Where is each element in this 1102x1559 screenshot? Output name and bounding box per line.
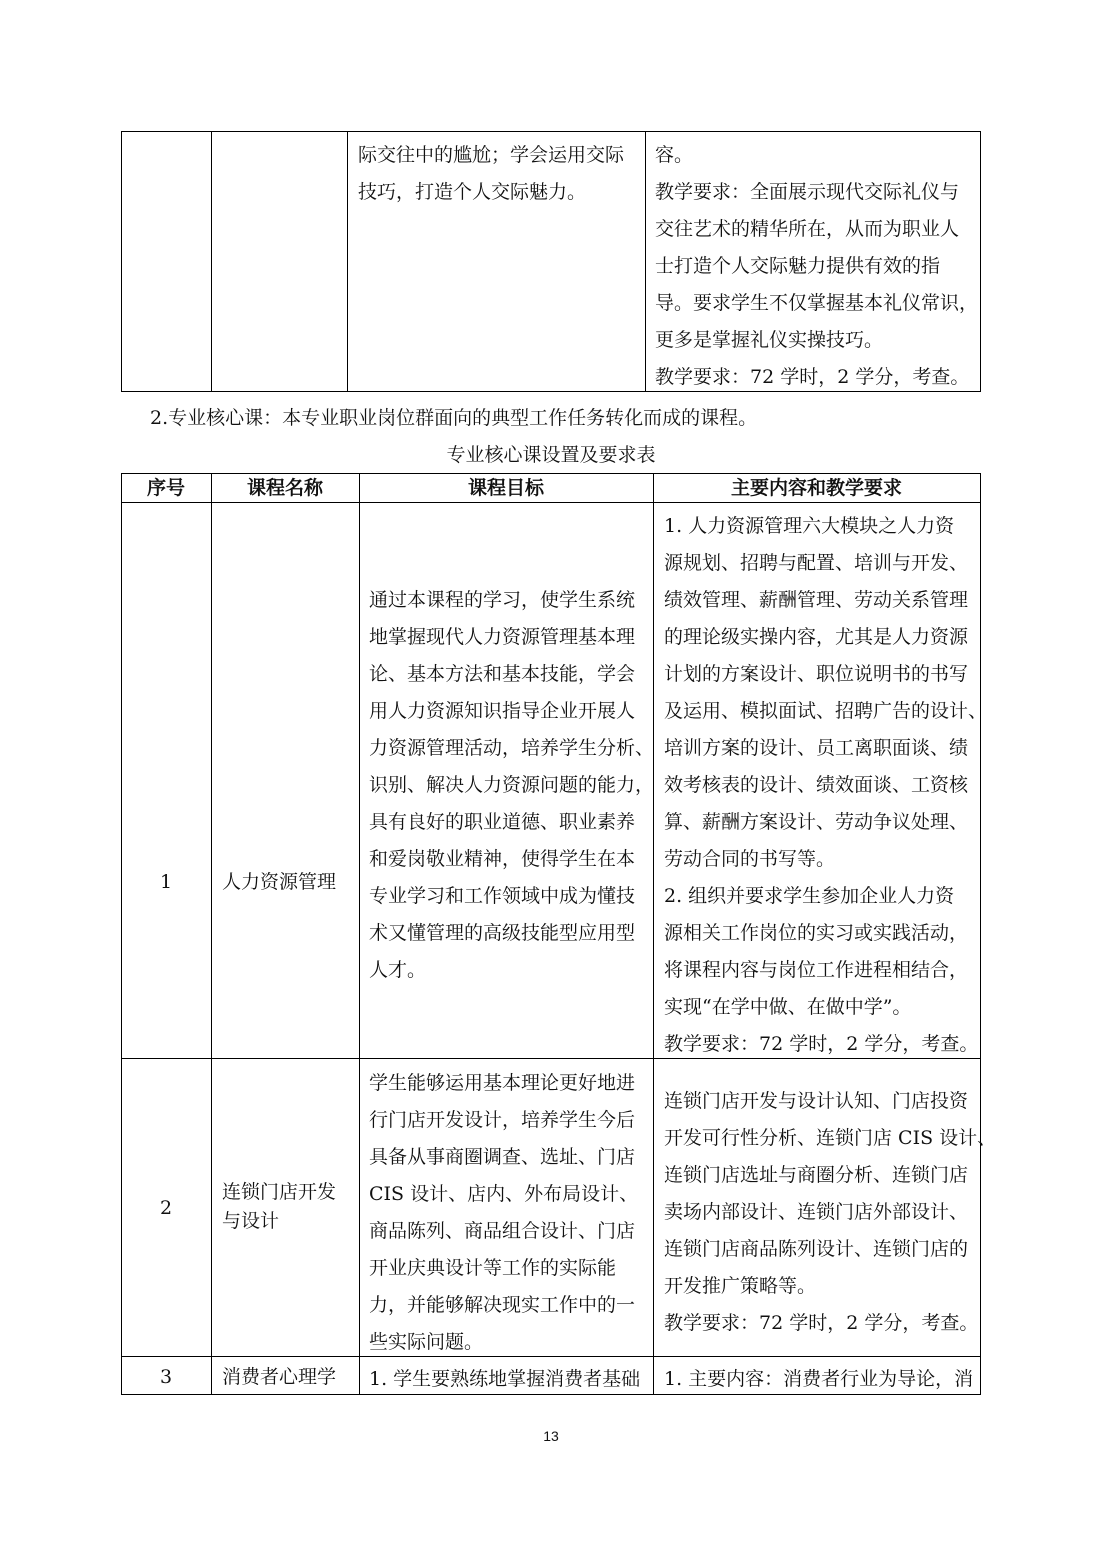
course-content-cell — [664, 508, 987, 1063]
text-line: 连锁门店选址与商圈分析、连锁门店 — [664, 1164, 969, 1186]
text-line: 及运用、模拟面试、招聘广告的设计、 — [664, 700, 988, 722]
course-goal-cell — [369, 1065, 638, 1361]
table-caption: 专业核心课设置及要求表 — [446, 444, 656, 466]
text-line: 导。要求学生不仅掌握基本礼仪常识， — [655, 292, 979, 314]
text-line: 教学要求：全面展示现代交际礼仪与 — [655, 181, 960, 203]
text-line: 通过本课程的学习，使学生系统 — [369, 589, 636, 611]
text-line: 学生能够运用基本理论更好地进 — [369, 1072, 636, 1094]
text-line: 力，并能够解决现实工作中的一 — [369, 1294, 636, 1316]
text-line: 源规划、招聘与配置、培训与开发、 — [664, 552, 969, 574]
text-line: 教学要求：72 学时，2 学分，考查。 — [664, 1312, 979, 1334]
text-line: 的理论级实操内容，尤其是人力资源 — [664, 626, 969, 648]
text-line: 论、基本方法和基本技能，学会 — [369, 663, 636, 685]
text-line: 识别、解决人力资源问题的能力， — [369, 774, 655, 796]
course-content-cell — [655, 137, 978, 396]
text-line: 效考核表的设计、绩效面谈、工资核 — [664, 774, 969, 796]
text-line: 绩效管理、薪酬管理、劳动关系管理 — [664, 589, 969, 611]
course-goal-cell — [369, 1361, 640, 1398]
text-line: 培训方案的设计、员工离职面谈、绩 — [664, 737, 969, 759]
table-border — [645, 131, 646, 392]
text-line: 具备从事商圈调查、选址、门店 — [369, 1146, 636, 1168]
row-number: 2 — [159, 1197, 173, 1219]
text-line: 实现“在学中做、在做中学”。 — [664, 996, 912, 1018]
table-border — [980, 131, 981, 392]
course-goal-cell — [369, 582, 654, 989]
text-line: 行门店开发设计，培养学生今后 — [369, 1109, 636, 1131]
text-line: 计划的方案设计、职位说明书的书写 — [664, 663, 969, 685]
text-line: 人力资源管理 — [222, 871, 337, 893]
course-name-cell — [222, 1359, 336, 1396]
text-line: 连锁门店开发与设计认知、门店投资 — [664, 1090, 969, 1112]
text-line: 劳动合同的书写等。 — [664, 848, 836, 870]
text-line: 开业庆典设计等工作的实际能 — [369, 1257, 617, 1279]
text-line: 交往艺术的精华所在，从而为职业人 — [655, 218, 960, 240]
text-line: 专业学习和工作领域中成为懂技 — [369, 885, 636, 907]
page-number: 13 — [543, 1428, 559, 1444]
text-line: 些实际问题。 — [369, 1331, 484, 1353]
text-line: 1. 学生要熟练地掌握消费者基础 — [369, 1368, 641, 1390]
table-border — [211, 131, 212, 392]
text-line: 1. 人力资源管理六大模块之人力资 — [664, 515, 955, 537]
course-name-cell — [222, 1178, 336, 1236]
course-content-cell — [664, 1083, 996, 1342]
header-course-goal: 课程目标 — [467, 477, 544, 499]
text-line: 商品陈列、商品组合设计、门店 — [369, 1220, 636, 1242]
table-border — [121, 502, 981, 503]
text-line: 力资源管理活动，培养学生分析、 — [369, 737, 655, 759]
text-line: 容。 — [655, 144, 694, 166]
text-line: CIS 设计、店内、外布局设计、 — [369, 1183, 639, 1205]
table-border — [121, 131, 122, 392]
text-line: 教学要求：72 学时，2 学分，考查。 — [655, 366, 970, 388]
text-line: 士打造个人交际魅力提供有效的指 — [655, 255, 941, 277]
text-line: 卖场内部设计、连锁门店外部设计、 — [664, 1201, 969, 1223]
text-line: 与设计 — [222, 1210, 280, 1232]
section-paragraph: 2.专业核心课：本专业职业岗位群面向的典型工作任务转化而成的课程。 — [150, 407, 758, 429]
text-line: 教学要求：72 学时，2 学分，考查。 — [664, 1033, 979, 1055]
table-border — [121, 473, 981, 474]
text-line: 消费者心理学 — [222, 1366, 337, 1388]
text-line: 源相关工作岗位的实习或实践活动， — [664, 922, 969, 944]
table-border — [347, 131, 348, 392]
text-line: 1. 主要内容：消费者行业为导论，消 — [664, 1368, 974, 1390]
row-number: 3 — [159, 1366, 173, 1388]
text-line: 和爱岗敬业精神，使得学生在本 — [369, 848, 636, 870]
header-course-name: 课程名称 — [246, 477, 323, 499]
table-border — [121, 131, 981, 132]
text-line: 地掌握现代人力资源管理基本理 — [369, 626, 636, 648]
text-line: 术又懂管理的高级技能型应用型 — [369, 922, 636, 944]
text-line: 连锁门店开发 — [222, 1181, 337, 1203]
text-line: 2. 组织并要求学生参加企业人力资 — [664, 885, 955, 907]
text-line: 连锁门店商品陈列设计、连锁门店的 — [664, 1238, 969, 1260]
row-number: 1 — [159, 871, 173, 893]
text-line: 将课程内容与岗位工作进程相结合， — [664, 959, 969, 981]
table-border — [211, 473, 212, 1395]
text-line: 开发推广策略等。 — [664, 1275, 817, 1297]
course-name-cell — [222, 864, 336, 901]
table-border — [121, 473, 122, 1395]
course-goal-cell — [358, 137, 624, 211]
course-content-cell — [664, 1361, 973, 1398]
text-line: 际交往中的尴尬；学会运用交际 — [358, 144, 625, 166]
text-line: 技巧，打造个人交际魅力。 — [358, 181, 587, 203]
text-line: 开发可行性分析、连锁门店 CIS 设计、 — [664, 1127, 997, 1149]
text-line: 具有良好的职业道德、职业素养 — [369, 811, 636, 833]
text-line: 人才。 — [369, 959, 427, 981]
text-line: 用人力资源知识指导企业开展人 — [369, 700, 636, 722]
header-no: 序号 — [146, 477, 185, 499]
text-line: 算、薪酬方案设计、劳动争议处理、 — [664, 811, 969, 833]
header-content: 主要内容和教学要求 — [730, 477, 902, 499]
text-line: 更多是掌握礼仪实操技巧。 — [655, 329, 884, 351]
table-border — [359, 473, 360, 1395]
